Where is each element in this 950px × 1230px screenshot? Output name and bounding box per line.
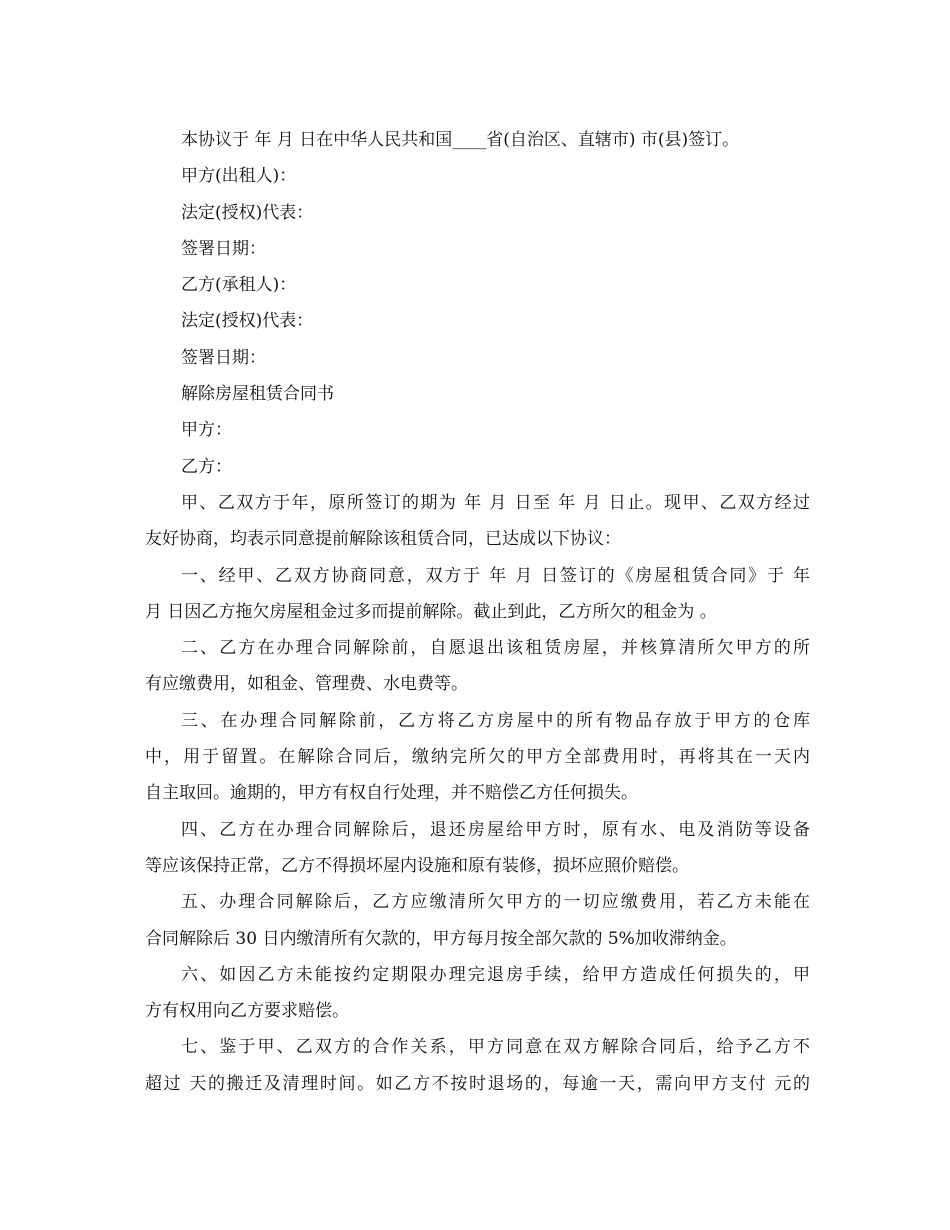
text-line: 法定(授权)代表： xyxy=(181,311,314,332)
text-line: 本协议于 年 月 日在中华人民共和国____省(自治区、直辖市) 市(县)签订。 xyxy=(181,130,740,150)
clause-7-line: 七、鉴于甲、乙双方的合作关系，甲方同意在双方解除合同后，给予乙方不 xyxy=(181,1037,810,1058)
text-line: 甲、乙双方于年，原所签订的期为 年 月 日至 年 月 日止。现甲、乙双方经过 xyxy=(181,492,810,513)
text-line: 签署日期： xyxy=(181,238,266,259)
clause-4-line: 等应该保持正常，乙方不得损坏屋内设施和原有装修，损坏应照价赔偿。 xyxy=(145,855,689,876)
document-title: 解除房屋租赁合同书 xyxy=(181,384,334,405)
clause-6-line: 方有权用向乙方要求赔偿。 xyxy=(145,1001,349,1022)
text-line: 签署日期： xyxy=(181,347,266,368)
text-line: 乙方(承租人)： xyxy=(181,275,297,296)
clause-5-line: 合同解除后 30 日内缴清所有欠款的，甲方每月按全部欠款的 5%加收滞纳金。 xyxy=(145,928,737,949)
clause-2-line: 二、乙方在办理合同解除前，自愿退出该租赁房屋，并核算清所欠甲方的所 xyxy=(181,638,810,659)
clause-1-line: 一、经甲、乙双方协商同意，双方于 年 月 日签订的《房屋租赁合同》于 年 xyxy=(181,565,810,586)
text-line: 甲方： xyxy=(181,420,232,441)
clause-4-line: 四、乙方在办理合同解除后，退还房屋给甲方时，原有水、电及消防等设备 xyxy=(181,819,810,840)
clause-3-line: 中，用于留置。在解除合同后，缴纳完所欠的甲方全部费用时，再将其在一天内 xyxy=(145,747,810,768)
clause-5-line: 五、办理合同解除后，乙方应缴清所欠甲方的一切应缴费用，若乙方未能在 xyxy=(181,892,810,913)
clause-7-line: 超过 天的搬迁及清理时间。如乙方不按时退场的，每逾一天，需向甲方支付 元的 xyxy=(145,1073,810,1094)
document-page xyxy=(145,122,810,1102)
clause-3-line: 自主取回。逾期的，甲方有权自行处理，并不赔偿乙方任何损失。 xyxy=(145,783,638,804)
clause-6-line: 六、如因乙方未能按约定期限办理完退房手续，给甲方造成任何损失的，甲 xyxy=(181,964,810,985)
text-line: 乙方： xyxy=(181,456,232,477)
text-line: 法定(授权)代表： xyxy=(181,202,314,223)
clause-1-line: 月 日因乙方拖欠房屋租金过多而提前解除。截止到此，乙方所欠的租金为 。 xyxy=(145,601,717,622)
clause-3-line: 三、在办理合同解除前，乙方将乙方房屋中的所有物品存放于甲方的仓库 xyxy=(181,710,810,731)
text-line: 友好协商，均表示同意提前解除该租赁合同，已达成以下协议： xyxy=(145,529,621,550)
clause-2-line: 有应缴费用，如租金、管理费、水电费等。 xyxy=(145,674,468,695)
text-line: 甲方(出租人)： xyxy=(181,166,297,187)
